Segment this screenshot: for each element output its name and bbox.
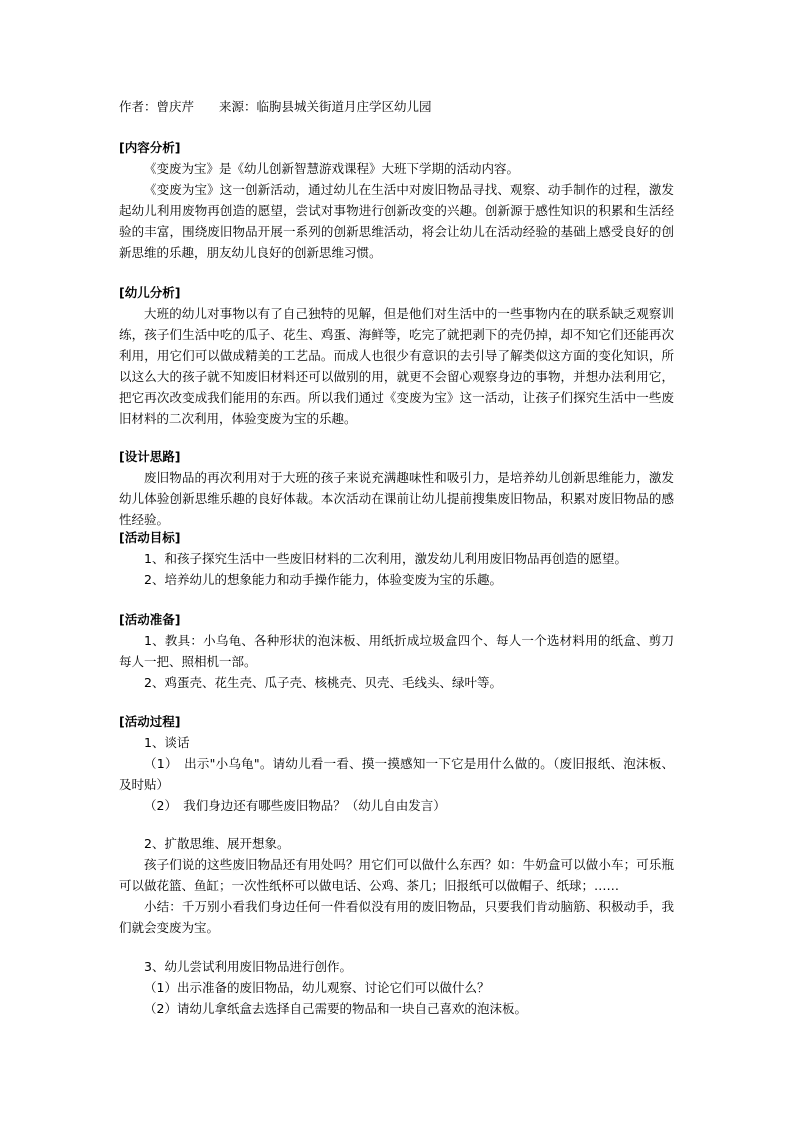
process-step-3-item-2: （2）请幼儿拿纸盒去选择自己需要的物品和一块自己喜欢的泡沫板。 — [144, 1001, 527, 1016]
process-step-2: 2、扩散思维、展开想象。 — [144, 836, 290, 851]
process-step-3-item-1: （1）出示准备的废旧物品，幼儿观察、讨论它们可以做什么？ — [144, 980, 490, 995]
content-analysis-paragraph-1: 《变废为宝》是《幼儿创新智慧游戏课程》大班下学期的活动内容。 — [144, 161, 520, 176]
child-analysis-heading: [幼儿分析] — [119, 285, 181, 300]
content-analysis-paragraph-2: 《变废为宝》这一创新活动，通过幼儿在生活中对废旧物品寻找、观察、动手制作的过程，激发起幼儿利用废物再创造的愿望，尝试对事物进行创新改变的兴趣。创新源于感性知识的积累和生活经验的丰富，围绕废旧物品开展一系列的创新思维活动，将会让幼儿在活动经验的基础上感受良好的创新思维的乐趣，朋友幼儿良好的创新思维习惯。 — [119, 182, 674, 260]
activity-goals-heading: [活动目标] — [119, 530, 181, 545]
process-step-1-item-1: （1） 出示"小乌龟"。请幼儿看一看、摸一摸感知一下它是用什么做的。（废旧报纸、泡沫板、及时贴） — [119, 756, 674, 792]
activity-goal-1: 1、和孩子探究生活中一些废旧材料的二次利用，激发幼儿利用废旧物品再创造的愿望。 — [144, 551, 627, 566]
design-idea-paragraph: 废旧物品的再次利用对于大班的孩子来说充满趣味性和吸引力，是培养幼儿创新思维能力，激发幼儿体验创新思维乐趣的良好体裁。本次活动在课前让幼儿提前搜集废旧物品，积累对废旧物品的感性经验。 — [119, 470, 674, 527]
activity-prep-item-2: 2、鸡蛋壳、花生壳、瓜子壳、核桃壳、贝壳、毛线头、绿叶等。 — [144, 675, 502, 690]
process-step-1-item-2: （2） 我们身边还有哪些废旧物品？（幼儿自由发言） — [144, 798, 446, 813]
process-step-2-summary: 小结：千万别小看我们身边任何一件看似没有用的废旧物品，只要我们肯动脑筋、积极动手，我们就会变废为宝。 — [119, 899, 674, 935]
content-analysis-heading: [内容分析] — [119, 140, 181, 155]
process-step-2-paragraph: 孩子们说的这些废旧物品还有用处吗？用它们可以做什么东西？如：牛奶盒可以做小车；可乐瓶可以做花篮、鱼缸；一次性纸杯可以做电话、公鸡、茶几；旧报纸可以做帽子、纸球；…… — [119, 857, 674, 893]
design-idea-heading: [设计思路] — [119, 449, 181, 464]
activity-prep-heading: [活动准备] — [119, 612, 181, 627]
activity-goal-2: 2、培养幼儿的想象能力和动手操作能力，体验变废为宝的乐趣。 — [144, 572, 502, 587]
author-source-line: 作者：曾庆芹 来源：临朐县城关街道月庄学区幼儿园 — [119, 99, 432, 114]
activity-prep-item-1: 1、教具：小乌龟、各种形状的泡沫板、用纸折成垃圾盒四个、每人一个选材料用的纸盒、剪刀每人一把、照相机一部。 — [119, 633, 674, 669]
child-analysis-paragraph: 大班的幼儿对事物以有了自己独特的见解，但是他们对生活中的一些事物内在的联系缺乏观察训练，孩子们生活中吃的瓜子、花生、鸡蛋、海鲜等，吃完了就把剥下的壳仍掉，却不知它们还能再次利用，用它们可以做成精美的工艺品。而成人也很少有意识的去引导了解类似这方面的变化知识，所以这么大的孩子就不知废旧材料还可以做别的用，就更不会留心观察身边的事物，并想办法利用它，把它再次改变成我们能用的东西。所以我们通过《变废为宝》这一活动，让孩子们探究生活中一些废旧材料的二次利用，体验变废为宝的乐趣。 — [119, 306, 674, 426]
activity-process-heading: [活动过程] — [119, 714, 181, 729]
process-step-3: 3、幼儿尝试利用废旧物品进行创作。 — [144, 959, 352, 974]
process-step-1: 1、谈话 — [144, 735, 190, 750]
